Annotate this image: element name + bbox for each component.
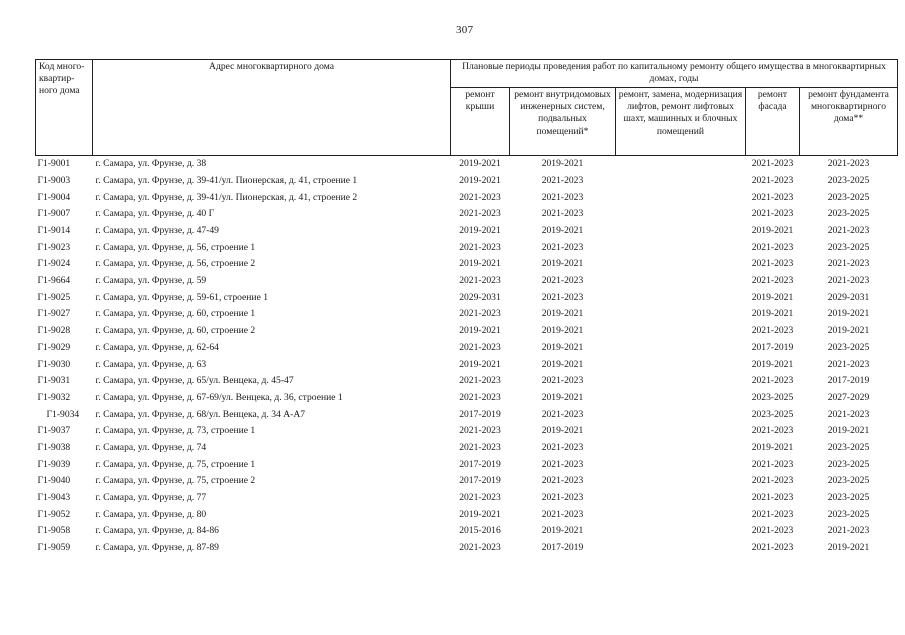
table-row	[36, 473, 898, 490]
cell-engineering: 2019-2021	[541, 425, 584, 437]
table-row	[36, 440, 898, 457]
cell-elevators	[616, 423, 746, 440]
cell-facade: 2021-2023	[751, 158, 794, 170]
header-engineering: ремонт внутридомовых инженерных систем, подвальных помещений*	[510, 88, 616, 156]
cell-address: г. Самара, ул. Фрунзе, д. 62-64	[95, 341, 219, 353]
cell-elevators	[616, 273, 746, 290]
cell-foundation: 2023-2025	[827, 174, 870, 186]
cell-roof: 2019-2021	[459, 258, 501, 270]
cell-code: Г1-9029	[37, 341, 71, 353]
cell-engineering: 2021-2023	[541, 291, 584, 303]
cell-engineering: 2019-2021	[541, 391, 584, 403]
cell-foundation: 2023-2025	[827, 441, 870, 453]
table-row	[36, 373, 898, 390]
cell-code: Г1-9037	[37, 425, 71, 437]
cell-facade: 2021-2023	[751, 525, 794, 537]
cell-foundation: 2019-2021	[827, 425, 870, 437]
cell-foundation: 2023-2025	[827, 475, 870, 487]
cell-address: г. Самара, ул. Фрунзе, д. 60, строение 2	[95, 325, 256, 337]
cell-facade: 2023-2025	[751, 408, 794, 420]
cell-foundation: 2023-2025	[827, 458, 870, 470]
cell-code: Г1-9024	[37, 258, 71, 270]
cell-code: Г1-9007	[37, 208, 71, 220]
cell-code: Г1-9001	[37, 158, 71, 170]
cell-facade: 2021-2023	[751, 492, 794, 503]
cell-engineering: 2021-2023	[541, 441, 584, 453]
cell-elevators	[616, 173, 746, 190]
cell-roof: 2021-2023	[459, 375, 501, 387]
cell-address: г. Самара, ул. Фрунзе, д. 68/ул. Венцека, д. 34 А-А7	[95, 408, 306, 420]
cell-roof: 2021-2023	[459, 191, 501, 203]
table-row	[36, 290, 898, 307]
cell-engineering: 2021-2023	[541, 174, 584, 186]
cell-engineering: 2019-2021	[541, 158, 584, 170]
table-row	[36, 206, 898, 223]
cell-code: Г1-9023	[37, 241, 71, 253]
header-periods: Плановые периоды проведения работ по капитальному ремонту общего имущества в многоквартирных домах, годы	[451, 60, 898, 88]
cell-roof: 2019-2021	[459, 225, 501, 236]
cell-code: Г1-9038	[37, 441, 71, 453]
cell-foundation: 2023-2025	[827, 241, 870, 253]
cell-foundation: 2021-2023	[827, 358, 870, 370]
cell-facade: 2021-2023	[751, 241, 794, 253]
cell-roof: 2021-2023	[459, 341, 501, 353]
cell-elevators	[616, 239, 746, 256]
cell-foundation: 2019-2021	[827, 325, 870, 337]
cell-engineering: 2019-2021	[541, 225, 584, 236]
cell-foundation: 2021-2023	[827, 225, 870, 236]
cell-foundation: 2023-2025	[827, 341, 870, 353]
cell-foundation: 2021-2023	[827, 525, 870, 537]
cell-address: г. Самара, ул. Фрунзе, д. 63	[95, 358, 207, 370]
table-row	[36, 273, 898, 290]
header-facade: ремонт фасада	[746, 88, 800, 156]
cell-address: г. Самара, ул. Фрунзе, д. 75, строение 1	[95, 458, 256, 470]
cell-code: Г1-9034	[46, 408, 80, 420]
cell-engineering: 2019-2021	[541, 308, 584, 320]
cell-code: Г1-9027	[37, 308, 71, 320]
cell-roof: 2017-2019	[459, 458, 501, 470]
cell-elevators	[616, 323, 746, 340]
cell-address: г. Самара, ул. Фрунзе, д. 84-86	[95, 525, 219, 537]
cell-foundation: 2017-2019	[827, 375, 870, 387]
cell-code: Г1-9058	[37, 525, 71, 537]
cell-code: Г1-9028	[37, 325, 71, 337]
table-row	[36, 390, 898, 407]
cell-facade: 2021-2023	[751, 174, 794, 186]
cell-roof: 2021-2023	[459, 542, 501, 554]
cell-address: г. Самара, ул. Фрунзе, д. 59	[95, 275, 207, 287]
cell-code: Г1-9052	[37, 508, 71, 520]
header-roof: ремонт крыши	[451, 88, 510, 156]
table-row	[36, 406, 898, 423]
table-row	[36, 189, 898, 206]
cell-code: Г1-9031	[37, 375, 71, 387]
cell-engineering: 2019-2021	[541, 358, 584, 370]
cell-roof: 2017-2019	[459, 475, 501, 487]
header-elevators: ремонт, замена, модернизация лифтов, ремонт лифтовых шахт, машинных и блочных помещений	[616, 88, 746, 156]
cell-engineering: 2021-2023	[541, 241, 584, 253]
cell-foundation: 2027-2029	[827, 391, 870, 403]
cell-address: г. Самара, ул. Фрунзе, д. 56, строение 1	[95, 241, 256, 253]
cell-foundation: 2021-2023	[827, 258, 870, 270]
cell-foundation: 2019-2021	[827, 542, 870, 554]
header-address: Адрес многоквартирного дома	[93, 60, 451, 156]
table-row	[36, 456, 898, 473]
cell-elevators	[616, 189, 746, 206]
cell-engineering: 2021-2023	[541, 375, 584, 387]
cell-address: г. Самара, ул. Фрунзе, д. 39-41/ул. Пионерская, д. 41, строение 2	[95, 191, 358, 203]
cell-facade: 2021-2023	[751, 542, 794, 554]
cell-facade: 2021-2023	[751, 458, 794, 470]
cell-engineering: 2019-2021	[541, 258, 584, 270]
cell-facade: 2021-2023	[751, 508, 794, 520]
header-row-main	[36, 60, 898, 88]
cell-address: г. Самара, ул. Фрунзе, д. 77	[95, 492, 207, 503]
cell-elevators	[616, 206, 746, 223]
table-row	[36, 239, 898, 256]
table-row	[36, 506, 898, 523]
header-foundation: ремонт фундамента многоквартирного дома**	[800, 88, 898, 156]
cell-foundation: 2023-2025	[827, 191, 870, 203]
cell-engineering: 2021-2023	[541, 475, 584, 487]
table-row	[36, 490, 898, 507]
cell-foundation: 2021-2023	[827, 408, 870, 420]
cell-code: Г1-9025	[37, 291, 71, 303]
cell-roof: 2021-2023	[459, 425, 501, 437]
cell-foundation: 2021-2023	[827, 158, 870, 170]
cell-address: г. Самара, ул. Фрунзе, д. 67-69/ул. Венцека, д. 36, строение 1	[95, 391, 343, 403]
cell-address: г. Самара, ул. Фрунзе, д. 73, строение 1	[95, 425, 256, 437]
cell-elevators	[616, 456, 746, 473]
cell-elevators	[616, 390, 746, 407]
cell-engineering: 2021-2023	[541, 408, 584, 420]
cell-address: г. Самара, ул. Фрунзе, д. 38	[95, 158, 207, 170]
cell-roof: 2017-2019	[459, 408, 501, 420]
table-row	[36, 323, 898, 340]
table-row	[36, 540, 898, 557]
cell-code: Г1-9059	[37, 542, 71, 554]
cell-facade: 2019-2021	[751, 308, 794, 320]
cell-facade: 2017-2019	[751, 341, 794, 353]
cell-engineering: 2021-2023	[541, 208, 584, 220]
cell-elevators	[616, 406, 746, 423]
cell-engineering: 2017-2019	[541, 542, 584, 554]
cell-roof: 2015-2016	[459, 525, 501, 537]
cell-address: г. Самара, ул. Фрунзе, д. 47-49	[95, 225, 219, 236]
table-row	[36, 173, 898, 190]
table-body	[36, 156, 898, 557]
cell-code: Г1-9014	[37, 225, 71, 236]
repair-schedule-table	[35, 59, 898, 557]
cell-engineering: 2021-2023	[541, 492, 584, 503]
cell-engineering: 2021-2023	[541, 458, 584, 470]
cell-facade: 2019-2021	[751, 225, 794, 236]
cell-elevators	[616, 156, 746, 173]
cell-elevators	[616, 473, 746, 490]
cell-elevators	[616, 290, 746, 307]
cell-elevators	[616, 523, 746, 540]
cell-facade: 2021-2023	[751, 275, 794, 287]
cell-elevators	[616, 440, 746, 457]
cell-facade: 2019-2021	[751, 441, 794, 453]
cell-facade: 2021-2023	[751, 325, 794, 337]
table-row	[36, 523, 898, 540]
cell-roof: 2019-2021	[459, 158, 501, 170]
cell-roof: 2021-2023	[459, 241, 501, 253]
cell-facade: 2023-2025	[751, 391, 794, 403]
cell-engineering: 2019-2021	[541, 525, 584, 537]
cell-elevators	[616, 540, 746, 557]
cell-facade: 2021-2023	[751, 475, 794, 487]
cell-roof: 2021-2023	[459, 441, 501, 453]
cell-engineering: 2019-2021	[541, 341, 584, 353]
cell-code: Г1-9040	[37, 475, 71, 487]
cell-roof: 2029-2031	[459, 291, 501, 303]
cell-facade: 2021-2023	[751, 258, 794, 270]
cell-elevators	[616, 340, 746, 357]
table-row	[36, 306, 898, 323]
page-number: 307	[456, 24, 474, 36]
table-row	[36, 156, 898, 173]
cell-foundation: 2029-2031	[827, 291, 870, 303]
cell-facade: 2019-2021	[751, 358, 794, 370]
cell-roof: 2019-2021	[459, 325, 501, 337]
cell-foundation: 2023-2025	[827, 492, 870, 503]
cell-elevators	[616, 373, 746, 390]
table-row	[36, 423, 898, 440]
cell-address: г. Самара, ул. Фрунзе, д. 75, строение 2	[95, 475, 256, 487]
cell-roof: 2019-2021	[459, 508, 501, 520]
cell-address: г. Самара, ул. Фрунзе, д. 87-89	[95, 542, 219, 554]
cell-code: Г1-9004	[37, 191, 71, 203]
cell-elevators	[616, 256, 746, 273]
cell-code: Г1-9003	[37, 174, 71, 186]
cell-engineering: 2021-2023	[541, 508, 584, 520]
cell-facade: 2021-2023	[751, 375, 794, 387]
cell-foundation: 2021-2023	[827, 275, 870, 287]
cell-code: Г1-9032	[37, 391, 71, 403]
cell-address: г. Самара, ул. Фрунзе, д. 40 Г	[95, 208, 215, 220]
cell-roof: 2021-2023	[459, 308, 501, 320]
cell-engineering: 2021-2023	[541, 191, 584, 203]
table-row	[36, 340, 898, 357]
cell-facade: 2021-2023	[751, 425, 794, 437]
cell-foundation: 2019-2021	[827, 308, 870, 320]
cell-engineering: 2021-2023	[541, 275, 584, 287]
cell-facade: 2019-2021	[751, 291, 794, 303]
table-row	[36, 356, 898, 373]
cell-elevators	[616, 356, 746, 373]
cell-address: г. Самара, ул. Фрунзе, д. 65/ул. Венцека, д. 45-47	[95, 375, 294, 387]
cell-roof: 2021-2023	[459, 492, 501, 503]
cell-code: Г1-9030	[37, 358, 71, 370]
cell-address: г. Самара, ул. Фрунзе, д. 60, строение 1	[95, 308, 256, 320]
cell-code: Г1-9039	[37, 458, 71, 470]
cell-roof: 2021-2023	[459, 391, 501, 403]
cell-foundation: 2023-2025	[827, 508, 870, 520]
cell-address: г. Самара, ул. Фрунзе, д. 59-61, строение 1	[95, 291, 269, 303]
cell-elevators	[616, 506, 746, 523]
cell-address: г. Самара, ул. Фрунзе, д. 39-41/ул. Пионерская, д. 41, строение 1	[95, 174, 358, 186]
cell-elevators	[616, 490, 746, 507]
cell-roof: 2019-2021	[459, 174, 501, 186]
cell-code: Г1-9043	[37, 492, 71, 503]
cell-facade: 2021-2023	[751, 191, 794, 203]
cell-address: г. Самара, ул. Фрунзе, д. 74	[95, 441, 207, 453]
table-row	[36, 223, 898, 240]
header-code: Код много-квартир-ного дома	[36, 60, 93, 156]
cell-facade: 2021-2023	[751, 208, 794, 220]
cell-address: г. Самара, ул. Фрунзе, д. 80	[95, 508, 207, 520]
cell-elevators	[616, 306, 746, 323]
cell-foundation: 2023-2025	[827, 208, 870, 220]
cell-address: г. Самара, ул. Фрунзе, д. 56, строение 2	[95, 258, 256, 270]
cell-roof: 2021-2023	[459, 208, 501, 220]
cell-roof: 2021-2023	[459, 275, 501, 287]
cell-roof: 2019-2021	[459, 358, 501, 370]
cell-elevators	[616, 223, 746, 240]
cell-engineering: 2019-2021	[541, 325, 584, 337]
table-row	[36, 256, 898, 273]
cell-code: Г1-9664	[37, 275, 71, 287]
